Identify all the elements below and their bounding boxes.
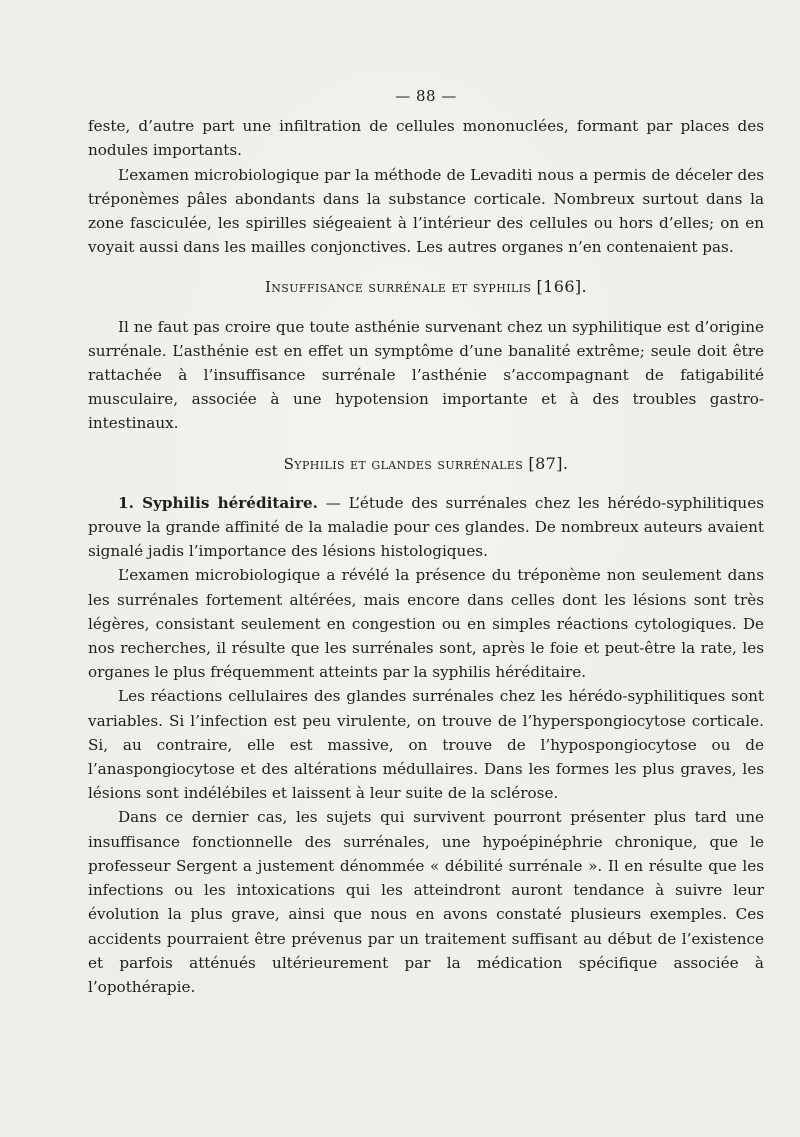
paragraph-section2-2: Les réactions cellulaires des glandes surrénales chez les hérédo-syphilitiques sont variables. Si l’infection est peu virulente, on trouve de l’hyperspongiocytose corticale. Si, au contraire, elle est massive, on trouve de l’hypospongiocytose ou de l’anaspongiocytose et des altérations médullaires. Dans les formes les plus graves, les lésions sont indélébiles et laissent à leur suite de la sclérose. [88, 687, 764, 803]
paragraph-section2-1: L’examen microbiologique a révélé la présence du tréponème non seulement dans les surrénales fortement altérées, mais encore dans celles dont les lésions sont très légères, consistant seulement en congestion ou en simples réactions cytologiques. De nos recherches, il résulte que les surrénales sont, après le foie et peut-être la rate, les organes le plus fréquemment atteints par la syphilis héréditaire. [88, 566, 764, 682]
subsection-lead-text: — L’étude des surrénales chez les hérédo-syphilitiques prouve la grande affinité de la maladie pour ces glandes. De nombreux auteurs avaient signalé jadis l’importance des lésions histologiques. [88, 493, 764, 561]
section-heading-ref: [166]. [536, 277, 588, 297]
page-number: — 88 — [395, 87, 457, 105]
paragraph-syphilis-hereditaire [88, 491, 764, 564]
page-content [88, 84, 764, 999]
section-heading-insuffisance [88, 275, 764, 299]
section-heading-syphilis-glandes [88, 452, 764, 476]
subsection-lead: 1. Syphilis héréditaire. [118, 493, 318, 512]
paragraph-intro-1: feste, d’autre part une infiltration de cellules mononuclées, formant par places des nodules importants. [88, 117, 764, 160]
paragraph-intro-2: L’examen microbiologique par la méthode de Levaditi nous a permis de déceler des tréponèmes pâles abondants dans la substance corticale. Nombreux surtout dans la zone fasciculée, les spirilles siégeaient à l’intérieur des cellules ou hors d’elles; on en voyait aussi dans les mailles conjonctives. Les autres organes n’en contenaient pas. [88, 165, 764, 257]
section-heading-ref: [87]. [528, 453, 569, 473]
section-heading-title: Insuffisance surrénale et syphilis [264, 278, 532, 297]
paragraph-section2-3: Dans ce dernier cas, les sujets qui survivent pourront présenter plus tard une insuffisance fonctionnelle des surrénales, une hypoépinéphrie chronique, que le professeur Sergent a justement dénommée « débilité surrénale ». Il en résulte que les infections ou les intoxications qui les atteindront auront tendance à suivre leur évolution la plus grave, ainsi que nous en avons constaté plusieurs exemples. Ces accidents pourraient être prévenus par un traitement suffisant au début de l’existence et parfois atténués ultérieurement par la médication spécifique associée à l’opothérapie. [88, 808, 764, 996]
section-heading-title: Syphilis et glandes surrénales [283, 454, 524, 473]
paragraph-section1: Il ne faut pas croire que toute asthénie survenant chez un syphilitique est d’origine surrénale. L’asthénie est en effet un symptôme d’une banalité extrême; seule doit être rattachée à l’insuffisance surrénale l’asthénie s’accompagnant de fatigabilité musculaire, associée à une hypotension importante et à des troubles gastro-intestinaux. [88, 317, 764, 433]
